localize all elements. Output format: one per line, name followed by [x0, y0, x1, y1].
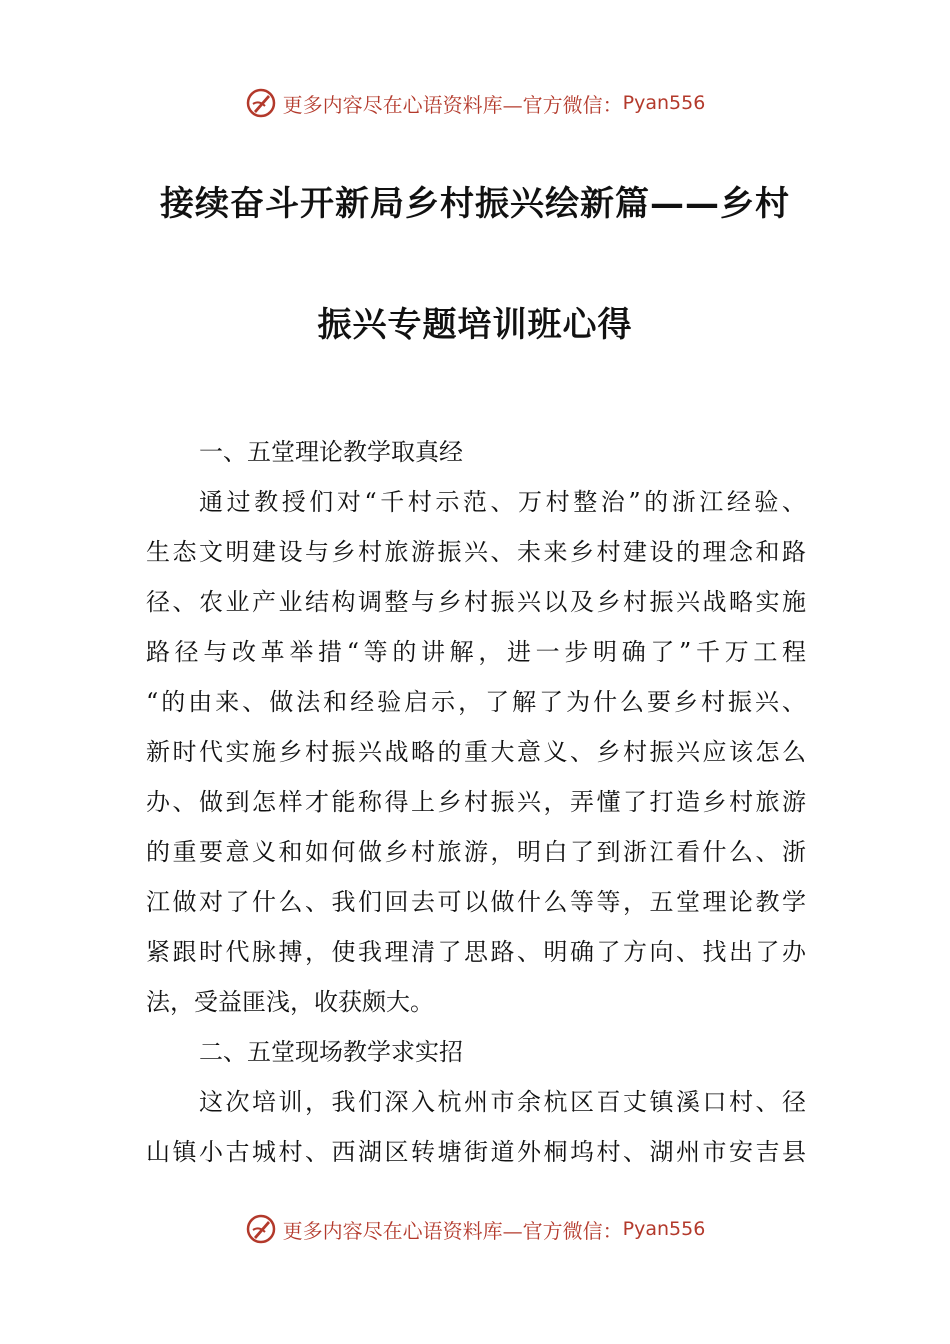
paragraph-line: 江做对了什么、我们回去可以做什么等等，五堂理论教学 [146, 888, 806, 916]
paragraph-line: 这次培训，我们深入杭州市余杭区百丈镇溪口村、径 [199, 1088, 806, 1116]
document-title-line2: 振兴专题培训班心得 [317, 305, 633, 345]
watermark-text: 更多内容尽在心语资料库—官方微信： [282, 1218, 623, 1243]
logo-icon [245, 87, 277, 119]
paragraph-line: 紧跟时代脉搏，使我理清了思路、明确了方向、找出了办 [146, 938, 806, 966]
watermark-id: Pyan556 [622, 92, 706, 114]
logo-icon [245, 1213, 277, 1245]
watermark-text: 更多内容尽在心语资料库—官方微信： [282, 92, 623, 117]
paragraph-line: 新时代实施乡村振兴战略的重大意义、乡村振兴应该怎么 [146, 738, 806, 766]
paragraph-line: 通过教授们对“千村示范、万村整治”的浙江经验、 [199, 488, 806, 516]
paragraph-line: 的重要意义和如何做乡村旅游，明白了到浙江看什么、浙 [146, 838, 806, 866]
watermark-id: Pyan556 [622, 1218, 706, 1240]
paragraph-line: 山镇小古城村、西湖区转塘街道外桐坞村、湖州市安吉县 [146, 1138, 806, 1166]
paragraph-line: 办、做到怎样才能称得上乡村振兴，弄懂了打造乡村旅游 [146, 788, 806, 816]
watermark-footer [0, 1212, 950, 1246]
paragraph-line: “的由来、做法和经验启示，了解了为什么要乡村振兴、 [146, 688, 806, 716]
document-title-line1: 接续奋斗开新局乡村振兴绘新篇——乡村 [160, 184, 790, 224]
paragraph-line: 路径与改革举措“等的讲解，进一步明确了”千万工程 [146, 638, 806, 666]
paragraph-line: 径、农业产业结构调整与乡村振兴以及乡村振兴战略实施 [146, 588, 806, 616]
paragraph-line: 法，受益匪浅，收获颇大。 [146, 988, 434, 1016]
section-heading-1: 一、五堂理论教学取真经 [199, 438, 463, 466]
section-heading-2: 二、五堂现场教学求实招 [199, 1038, 463, 1066]
watermark-header [0, 86, 950, 120]
paragraph-line: 生态文明建设与乡村旅游振兴、未来乡村建设的理念和路 [146, 538, 806, 566]
